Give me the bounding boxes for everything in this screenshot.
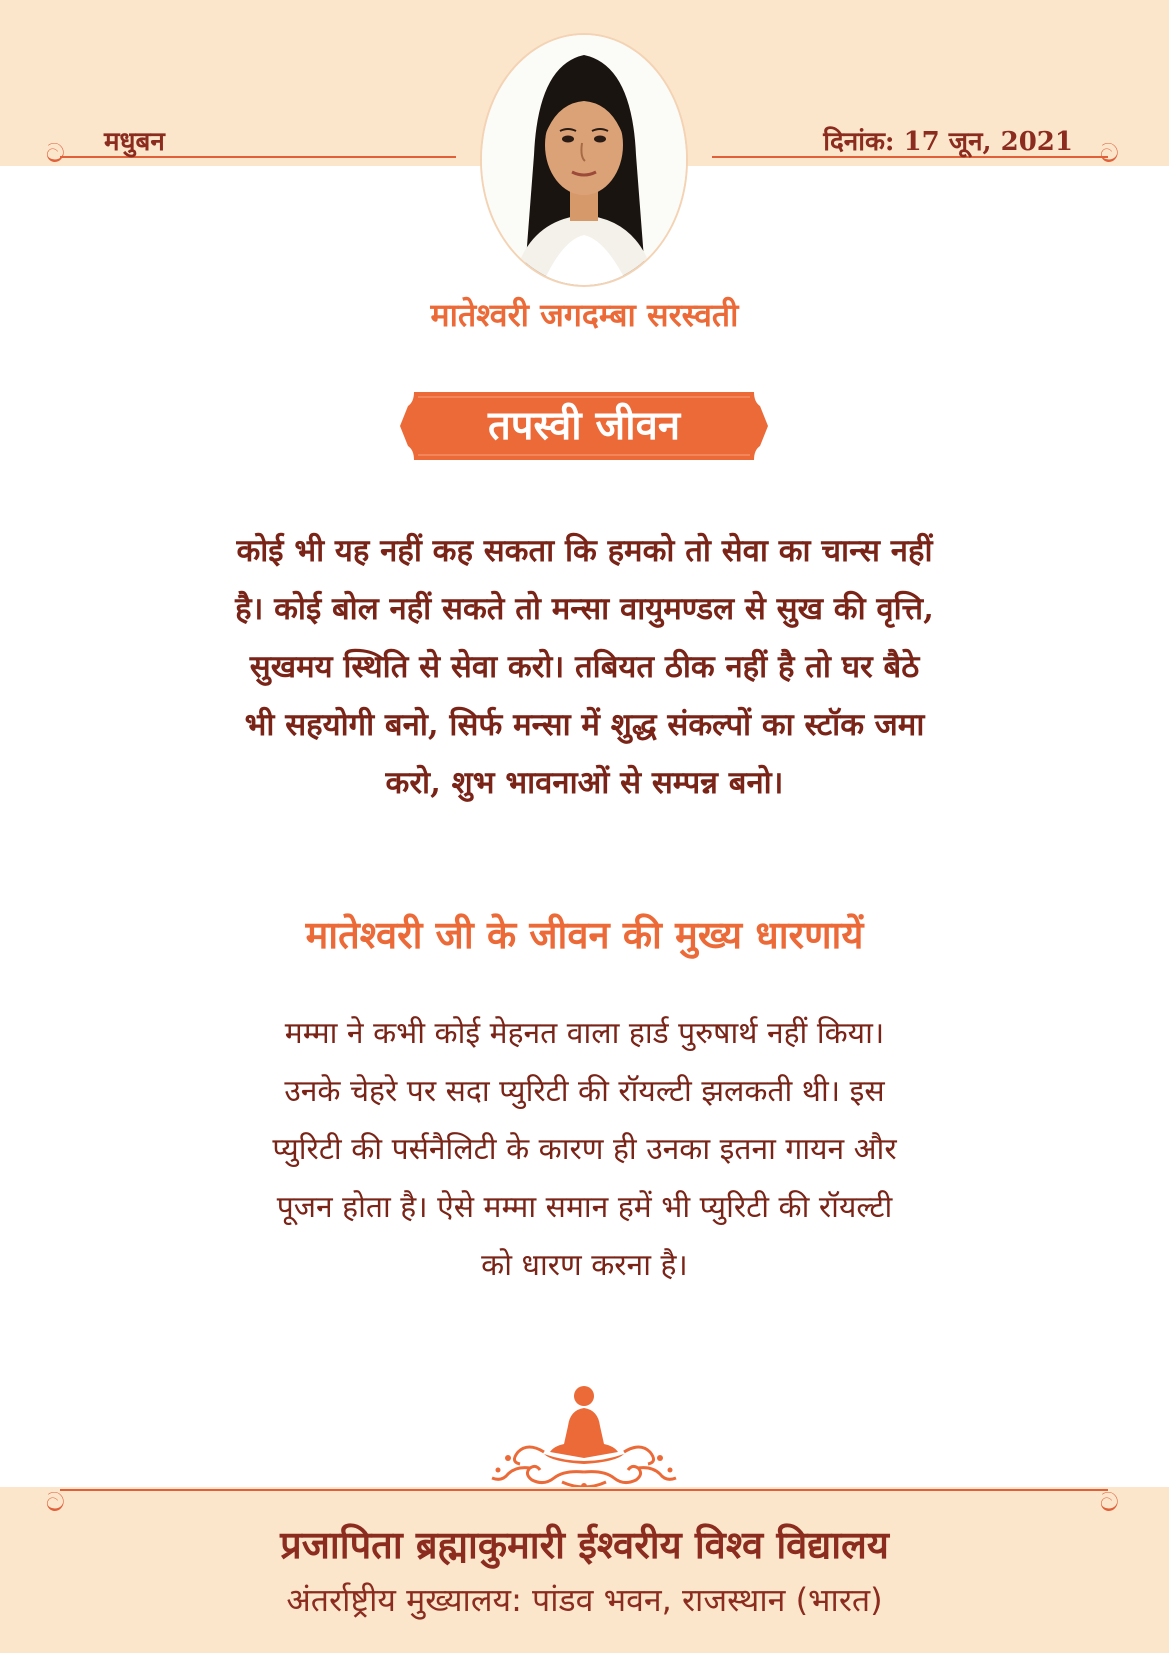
banner-title: तपस्वी जीवन — [487, 402, 681, 449]
portrait-photo — [482, 35, 686, 285]
swirl-icon: ට — [1100, 139, 1119, 169]
section-heading: मातेश्वरी जी के जीवन की मुख्य धारणायें — [305, 912, 864, 957]
swirl-icon: ට — [46, 139, 65, 169]
bottom-rule — [60, 1489, 1108, 1491]
secondary-paragraph: मम्मा ने कभी कोई मेहनत वाला हार्ड पुरुषार्थ नहीं किया। उनके चेहरे पर सदा प्युरिटी की रॉयल्टी झलकती थी। इस प्युरिटी की पर्सनैलिटी के कारण ही उनका इतना गायन और पूजन होता है। ऐसे मम्मा समान हमें भी प्युरिटी की रॉयल्टी को धारण करना है। — [272, 1016, 897, 1283]
swirl-icon: ට — [1100, 1488, 1119, 1518]
bottom-band — [0, 1487, 1169, 1653]
section-banner — [394, 392, 774, 460]
swirl-icon: ට — [46, 1488, 65, 1518]
organization-name: प्रजापिता ब्रह्माकुमारी ईश्वरीय विश्व विद्यालय — [280, 1522, 889, 1567]
headquarters-address: अंतर्राष्ट्रीय मुख्यालय: पांडव भवन, राजस्थान (भारत) — [286, 1581, 883, 1619]
date-label: दिनांक: 17 जून, 2021 — [823, 127, 1073, 157]
main-paragraph: कोई भी यह नहीं कह सकता कि हमको तो सेवा का चान्स नहीं है। कोई बोल नहीं सकते तो मन्सा वायुमण्डल से सुख की वृत्ति, सुखमय स्थिति से सेवा करो। तबियत ठीक नहीं है तो घर बैठे भी सहयोगी बनो, सिर्फ मन्सा में शुद्ध संकल्पों का स्टॉक जमा करो, शुभ भावनाओं से सम्पन्न बनो। — [235, 533, 934, 801]
meditating-figure-icon — [484, 1382, 684, 1492]
location-label: मधुबन — [104, 127, 165, 157]
portrait-name: मातेश्वरी जगदम्बा सरस्वती — [430, 296, 739, 334]
